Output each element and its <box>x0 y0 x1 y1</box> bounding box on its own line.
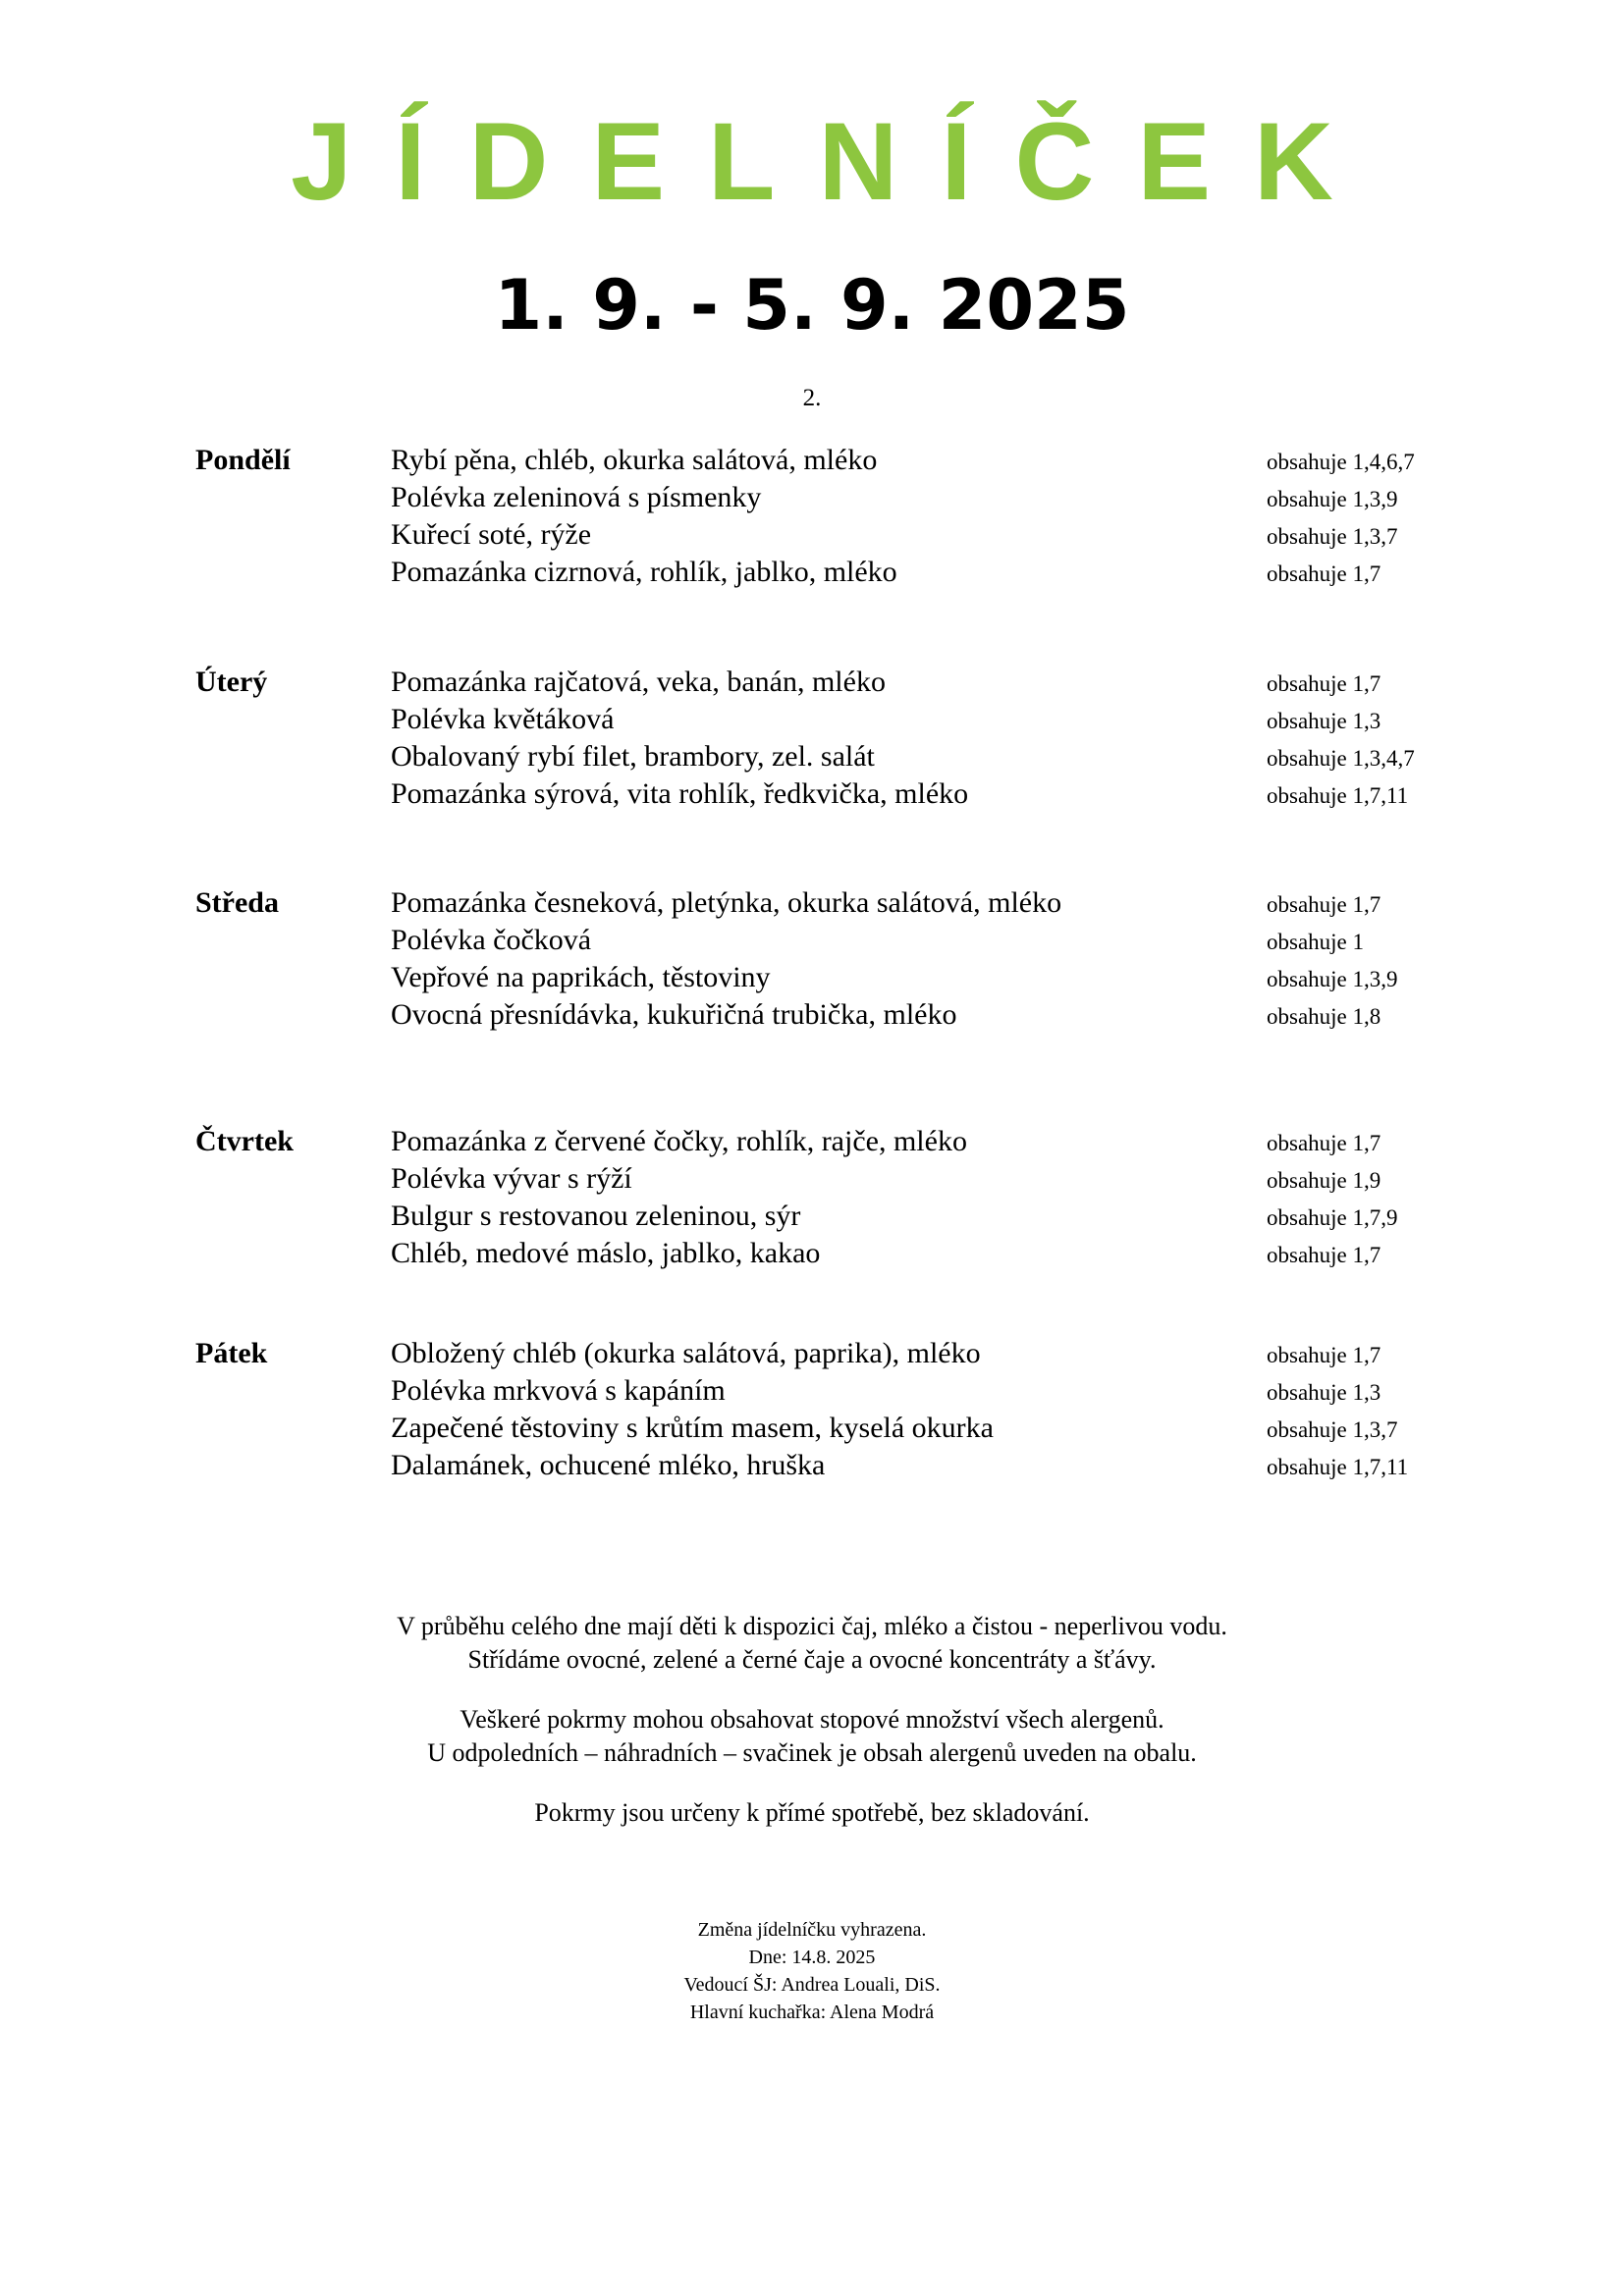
menu-row <box>0 1160 1624 1198</box>
menu-row <box>0 1335 1624 1372</box>
footer <box>0 1916 1624 2026</box>
note-drinks: V průběhu celého dne mají děti k dispozici čaj, mléko a čistou - neperlivou vodu. <box>397 1612 1227 1640</box>
dish-name: Polévka čočková <box>391 924 592 956</box>
menu-row <box>0 516 1624 554</box>
dish-name: Pomazánka rajčatová, veka, banán, mléko <box>391 666 886 698</box>
allergen-info: obsahuje 1,7,11 <box>1267 783 1409 808</box>
dish-name: Rybí pěna, chléb, okurka salátová, mléko <box>391 444 878 476</box>
allergen-info: obsahuje 1,7 <box>1267 1343 1381 1367</box>
menu-row <box>0 1410 1624 1447</box>
menu-row <box>0 775 1624 813</box>
allergen-info: obsahuje 1,7 <box>1267 1243 1381 1267</box>
dish-name: Kuřecí soté, rýže <box>391 518 592 551</box>
allergen-info: obsahuje 1,4,6,7 <box>1267 450 1415 474</box>
allergen-info: obsahuje 1,3,4,7 <box>1267 746 1415 771</box>
note-consumption: Pokrmy jsou určeny k přímé spotřebě, bez skladování. <box>534 1798 1090 1827</box>
menu-row <box>0 959 1624 996</box>
day-name: Čtvrtek <box>195 1125 294 1157</box>
allergen-info: obsahuje 1,7 <box>1267 892 1381 917</box>
dish-name: Vepřové na paprikách, těstoviny <box>391 961 771 993</box>
allergen-info: obsahuje 1,8 <box>1267 1004 1381 1029</box>
day-name: Úterý <box>195 666 268 698</box>
head-cook-name: Hlavní kuchařka: Alena Modrá <box>689 2002 935 2023</box>
menu-row <box>0 1235 1624 1272</box>
menu-row <box>0 479 1624 516</box>
menu-row <box>0 1198 1624 1235</box>
menu-row <box>0 1372 1624 1410</box>
dish-name: Obložený chléb (okurka salátová, paprika), mléko <box>391 1337 981 1369</box>
dish-name: Pomazánka sýrová, vita rohlík, ředkvička, mléko <box>391 777 969 810</box>
note-snack-allergens: U odpoledních – náhradních – svačinek je obsah alergenů uveden na obalu. <box>427 1738 1197 1767</box>
menu-row <box>0 554 1624 591</box>
issue-date: Dne: 14.8. 2025 <box>748 1947 876 1968</box>
dish-name: Pomazánka z červené čočky, rohlík, rajče, mléko <box>391 1125 967 1157</box>
allergen-info: obsahuje 1,3,7 <box>1267 1417 1398 1442</box>
notes-section <box>0 1610 1624 1830</box>
dish-name: Obalovaný rybí filet, brambory, zel. salát <box>391 740 875 773</box>
date-range: 1. 9. - 5. 9. 2025 <box>494 265 1130 346</box>
allergen-info: obsahuje 1,3,7 <box>1267 524 1398 549</box>
allergen-info: obsahuje 1,3,9 <box>1267 487 1398 511</box>
dish-name: Polévka zeleninová s písmenky <box>391 481 762 513</box>
day-name: Pátek <box>195 1337 268 1369</box>
menu-row <box>0 884 1624 922</box>
day-name: Pondělí <box>195 444 291 476</box>
dish-name: Polévka květáková <box>391 703 615 735</box>
page-title: JÍDELNÍČEK <box>291 100 1377 223</box>
allergen-info: obsahuje 1,7,9 <box>1267 1205 1398 1230</box>
allergen-info: obsahuje 1,9 <box>1267 1168 1381 1193</box>
manager-name: Vedoucí ŠJ: Andrea Louali, DiS. <box>683 1974 941 1996</box>
week-number: 2. <box>802 385 822 411</box>
note-teas: Střídáme ovocné, zelené a černé čaje a ovocné koncentráty a šťávy. <box>467 1645 1157 1674</box>
allergen-info: obsahuje 1,7,11 <box>1267 1455 1409 1479</box>
dish-name: Polévka vývar s rýží <box>391 1162 632 1195</box>
dish-name: Dalamánek, ochucené mléko, hruška <box>391 1449 826 1481</box>
menu-row <box>0 664 1624 701</box>
menu-row <box>0 996 1624 1034</box>
dish-name: Chléb, medové máslo, jablko, kakao <box>391 1237 821 1269</box>
menu-row <box>0 1447 1624 1484</box>
change-notice: Změna jídelníčku vyhrazena. <box>697 1919 927 1941</box>
menu-row <box>0 922 1624 959</box>
menu-row <box>0 701 1624 738</box>
menu-row <box>0 738 1624 775</box>
dish-name: Pomazánka česneková, pletýnka, okurka salátová, mléko <box>391 886 1062 919</box>
allergen-info: obsahuje 1,7 <box>1267 1131 1381 1155</box>
menu-row <box>0 442 1624 479</box>
allergen-info: obsahuje 1,7 <box>1267 671 1381 696</box>
allergen-info: obsahuje 1,3,9 <box>1267 967 1398 991</box>
allergen-info: obsahuje 1,3 <box>1267 1380 1381 1405</box>
dish-name: Polévka mrkvová s kapáním <box>391 1374 726 1407</box>
dish-name: Pomazánka cizrnová, rohlík, jablko, mléko <box>391 556 897 588</box>
menu-row <box>0 1123 1624 1160</box>
dish-name: Ovocná přesnídávka, kukuřičná trubička, mléko <box>391 998 957 1031</box>
allergen-info: obsahuje 1,7 <box>1267 561 1381 586</box>
note-allergens: Veškeré pokrmy mohou obsahovat stopové množství všech alergenů. <box>460 1705 1164 1734</box>
allergen-info: obsahuje 1,3 <box>1267 709 1381 733</box>
dish-name: Zapečené těstoviny s krůtím masem, kyselá okurka <box>391 1412 994 1444</box>
dish-name: Bulgur s restovanou zeleninou, sýr <box>391 1200 801 1232</box>
allergen-info: obsahuje 1 <box>1267 930 1365 954</box>
day-name: Středa <box>195 886 279 919</box>
